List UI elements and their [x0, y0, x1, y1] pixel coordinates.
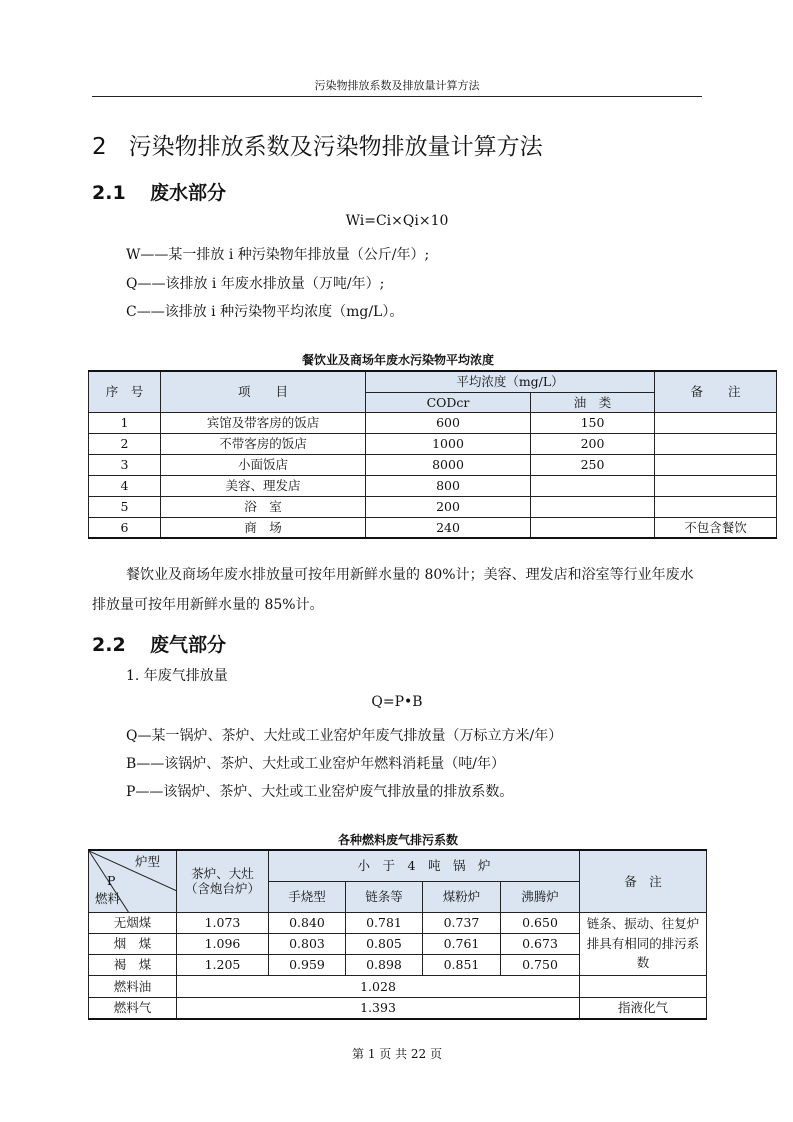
table-row: [89, 433, 777, 454]
cell-fuel: 褐 煤: [89, 954, 177, 975]
diagonal-header-cell: [89, 850, 177, 912]
cell-gas-value: 1.393: [177, 997, 580, 1019]
cell-fuel: 燃料油: [89, 975, 177, 997]
column-header-item: 项 目: [161, 371, 366, 412]
exhaust-coefficient-table: [88, 849, 707, 1020]
column-header-oil: 油 类: [531, 392, 655, 412]
cell-cod: 600: [366, 412, 531, 433]
definition-line: C——该排放 i 种污染物平均浓度（mg/L）。: [126, 304, 404, 320]
subsection-label: 1. 年废气排放量: [126, 668, 228, 684]
cell-tea: 1.096: [177, 933, 269, 954]
cell-oil: [531, 517, 655, 538]
definition-line: Q——该排放 i 年废水排放量（万吨/年）;: [126, 276, 385, 292]
column-header-note: 备 注: [655, 371, 777, 412]
column-header-cod: CODcr: [366, 392, 531, 412]
cell-powder: 0.737: [423, 912, 501, 933]
cell-note: [655, 412, 777, 433]
page-footer: 第 1 页 共 22 页: [352, 1047, 442, 1061]
cell-item: 小面饭店: [161, 454, 366, 475]
cell-hand: 0.803: [269, 933, 346, 954]
cell-note: [655, 433, 777, 454]
cell-note-gas: 指液化气: [580, 997, 707, 1019]
definition-line: Q—某一锅炉、茶炉、大灶或工业窑炉年废气排放量（万标立方米/年）: [126, 728, 563, 744]
section-title: 废水部分: [150, 182, 227, 204]
cell-fuel: 烟 煤: [89, 933, 177, 954]
definition-line: W——某一排放 i 种污染物年排放量（公斤/年）;: [126, 247, 430, 263]
column-header-fluidized: 沸腾炉: [501, 881, 580, 912]
cell-cod: 1000: [366, 433, 531, 454]
cell-no: 1: [89, 412, 161, 433]
table-row: [89, 454, 777, 475]
cell-note-coal: 链条、振动、往复炉排具有相同的排污系数: [580, 912, 707, 975]
cell-note: 不包含餐饮: [655, 517, 777, 538]
cell-hand: 0.959: [269, 954, 346, 975]
cell-tea: 1.073: [177, 912, 269, 933]
header-divider: [92, 96, 702, 97]
cell-boil: 0.673: [501, 933, 580, 954]
cell-item: 美容、理发店: [161, 475, 366, 496]
cell-cod: 8000: [366, 454, 531, 475]
cell-boil: 0.650: [501, 912, 580, 933]
section-heading-wastewater: [92, 178, 226, 205]
cell-note: [655, 496, 777, 517]
cell-oil: 250: [531, 454, 655, 475]
definition-line: P——该锅炉、茶炉、大灶或工业窑炉废气排放量的排放系数。: [126, 784, 514, 800]
cell-chain: 0.781: [346, 912, 423, 933]
cell-note: [655, 454, 777, 475]
cell-item: 商 场: [161, 517, 366, 538]
cell-oil-value: 1.028: [177, 975, 580, 997]
column-header-chain: 链条等: [346, 881, 423, 912]
column-header-small-boiler: 小 于 4 吨 锅 炉: [269, 850, 580, 881]
column-header-avg-concentration: 平均浓度（mg/L）: [366, 371, 655, 392]
table-row: [89, 997, 707, 1019]
chapter-number: 2: [92, 134, 107, 160]
cell-item: 浴 室: [161, 496, 366, 517]
cell-no: 5: [89, 496, 161, 517]
cell-tea: 1.205: [177, 954, 269, 975]
section-number: 2.2: [92, 634, 126, 656]
cell-item: 不带客房的饭店: [161, 433, 366, 454]
cell-oil: 200: [531, 433, 655, 454]
cell-cod: 800: [366, 475, 531, 496]
page-header: 污染物排放系数及排放量计算方法: [314, 79, 480, 92]
section-number: 2.1: [92, 182, 126, 204]
cell-note: [655, 475, 777, 496]
cell-boil: 0.750: [501, 954, 580, 975]
cell-oil: [531, 475, 655, 496]
cell-no: 3: [89, 454, 161, 475]
cell-no: 2: [89, 433, 161, 454]
cell-item: 宾馆及带客房的饭店: [161, 412, 366, 433]
cell-oil: [531, 496, 655, 517]
column-header-tea-stove: 茶炉、大灶（含炮台炉）: [177, 850, 269, 912]
cell-no: 4: [89, 475, 161, 496]
table-row: [89, 975, 707, 997]
wastewater-formula: Wi=Ci×Qi×10: [345, 213, 449, 229]
table-row: [89, 412, 777, 433]
table-row: [89, 912, 707, 933]
table-row: [89, 475, 777, 496]
cell-powder: 0.851: [423, 954, 501, 975]
diag-label-fuel: 燃料: [95, 891, 121, 906]
exhaust-formula: Q=P•B: [371, 694, 423, 710]
column-header-hand-fired: 手烧型: [269, 881, 346, 912]
diag-label-p: P: [107, 873, 116, 888]
chapter-title: 污染物排放系数及污染物排放量计算方法: [128, 134, 543, 160]
cell-oil: 150: [531, 412, 655, 433]
column-header-no: 序 号: [89, 371, 161, 412]
cell-cod: 200: [366, 496, 531, 517]
cell-chain: 0.898: [346, 954, 423, 975]
cell-powder: 0.761: [423, 933, 501, 954]
cell-hand: 0.840: [269, 912, 346, 933]
wastewater-concentration-table: [88, 370, 777, 539]
column-header-note: 备 注: [580, 850, 707, 912]
diag-label-furnace: 炉型: [134, 854, 160, 869]
cell-fuel: 燃料气: [89, 997, 177, 1019]
column-header-pulverized: 煤粉炉: [423, 881, 501, 912]
definition-line: B——该锅炉、茶炉、大灶或工业窑炉年燃料消耗量（吨/年）: [126, 756, 506, 772]
cell-no: 6: [89, 517, 161, 538]
table-row: [89, 517, 777, 538]
cell-fuel: 无烟煤: [89, 912, 177, 933]
table-caption-wastewater: 餐饮业及商场年废水污染物平均浓度: [301, 353, 494, 367]
chapter-heading: [92, 128, 543, 161]
cell-note-empty: [580, 975, 707, 997]
section-title: 废气部分: [150, 634, 227, 656]
table-caption-exhaust: 各种燃料废气排污系数: [337, 833, 458, 847]
cell-chain: 0.805: [346, 933, 423, 954]
section-heading-exhaust: [92, 630, 226, 657]
cell-cod: 240: [366, 517, 531, 538]
table-row: [89, 496, 777, 517]
wastewater-paragraph: 餐饮业及商场年废水排放量可按年用新鲜水量的 80%计；美容、理发店和浴室等行业年废水排放量可按年用新鲜水量的 85%计。: [92, 567, 694, 613]
